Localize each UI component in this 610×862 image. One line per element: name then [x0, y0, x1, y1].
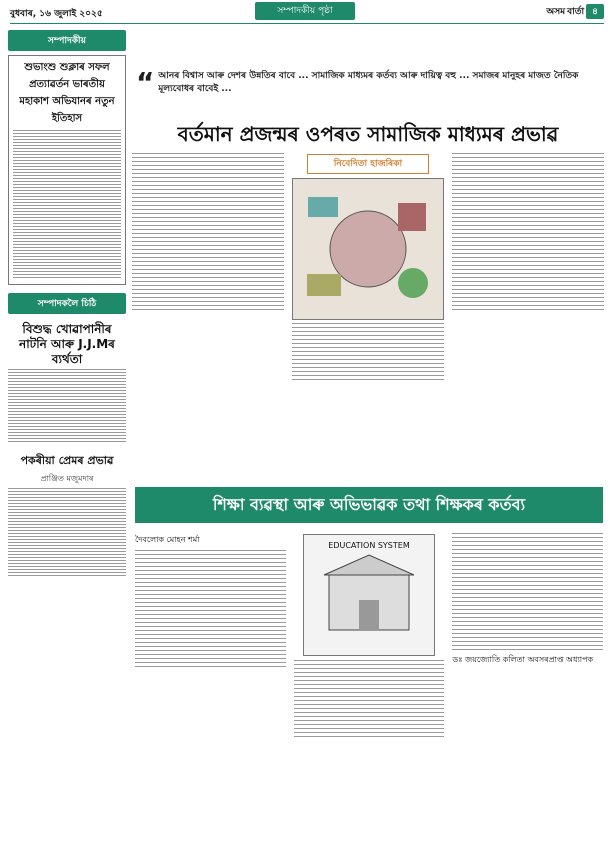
- poem-title: পকৰীয়া প্ৰেমৰ প্ৰভাৱ: [20, 454, 114, 467]
- main-article-col-1: [132, 150, 284, 485]
- main-article-col-2: [292, 150, 444, 485]
- brand-main: অসম: [546, 6, 566, 17]
- main-article: [132, 150, 604, 485]
- author-badge: নিবেদিতা হাজৰিকা: [307, 154, 429, 174]
- school-building-icon: [304, 535, 434, 655]
- bottom-author-2: ডঃ জয়জ্যোতি কলিতা অবসৰপ্ৰাপ্ত অধ্যাপক: [452, 655, 594, 664]
- brand-sub: বাৰ্তা: [567, 6, 585, 17]
- illustration-image: [292, 178, 444, 320]
- bottom-article: [135, 530, 603, 855]
- bottom-author: দৈবলোক মোহন শৰ্মা: [135, 535, 200, 544]
- letters-label: সম্পাদকলৈ চিঠি: [8, 293, 126, 314]
- bottom-col-1: [135, 530, 286, 855]
- social-media-collage-icon: [293, 179, 443, 319]
- section-tab[interactable]: সম্পাদকীয় পৃষ্ঠা: [255, 2, 355, 20]
- page-number: ৪: [586, 4, 604, 19]
- letter-title: বিশুদ্ধ খোৱাপানীৰ নাটনি আৰু J.J.Mৰ ব্যৰ্থতা: [19, 322, 115, 366]
- editorial-text: [13, 130, 121, 278]
- letter-text: [8, 369, 126, 442]
- brand-logo: [546, 2, 604, 20]
- main-headline: বৰ্তমান প্ৰজন্মৰ ওপৰত সামাজিক মাধ্যমৰ প্ৰভাৱ: [177, 122, 559, 146]
- bottom-col-2: [294, 530, 445, 855]
- education-caption: EDUCATION SYSTEM: [328, 541, 410, 550]
- editorial-label: সম্পাদকীয়: [8, 30, 126, 51]
- left-column: [8, 30, 126, 578]
- poem-text: [8, 488, 126, 576]
- issue-date: বুধবাৰ, ১৬ জুলাই ২০২৫: [10, 9, 103, 19]
- page-header: [0, 0, 610, 30]
- main-article-col-3: [452, 150, 604, 485]
- editorial-box: [8, 55, 126, 285]
- editorial-title: শুভাংশু শুক্লাৰ সফল প্ৰত্যাৱৰ্তন ভাৰতীয় মহাকাশ অভিযানৰ নতুন ইতিহাস: [19, 62, 115, 124]
- header-rule: [10, 23, 604, 24]
- top-quote: [136, 66, 604, 99]
- bottom-col-3: [452, 530, 603, 855]
- bottom-banner-title: শিক্ষা ব্যৱস্থা আৰু অভিভাৱক তথা শিক্ষকৰ কৰ্তব্য: [135, 487, 603, 523]
- education-image: [303, 534, 435, 656]
- quote-mark-icon: “: [136, 66, 155, 99]
- quote-text: আনৰ বিশ্বাস আৰু দেশৰ উন্নতিৰ বাবে ... সামাজিক মাধ্যমৰ কৰ্তব্য আৰু দায়িত্ব বহু ... সমাজৰ মানুহৰ মাজত নৈতিক মূল্যবোধৰ বাবেই ...: [158, 71, 579, 94]
- poem-author: প্ৰাঞ্জিত মজুমদাৰ: [40, 474, 94, 483]
